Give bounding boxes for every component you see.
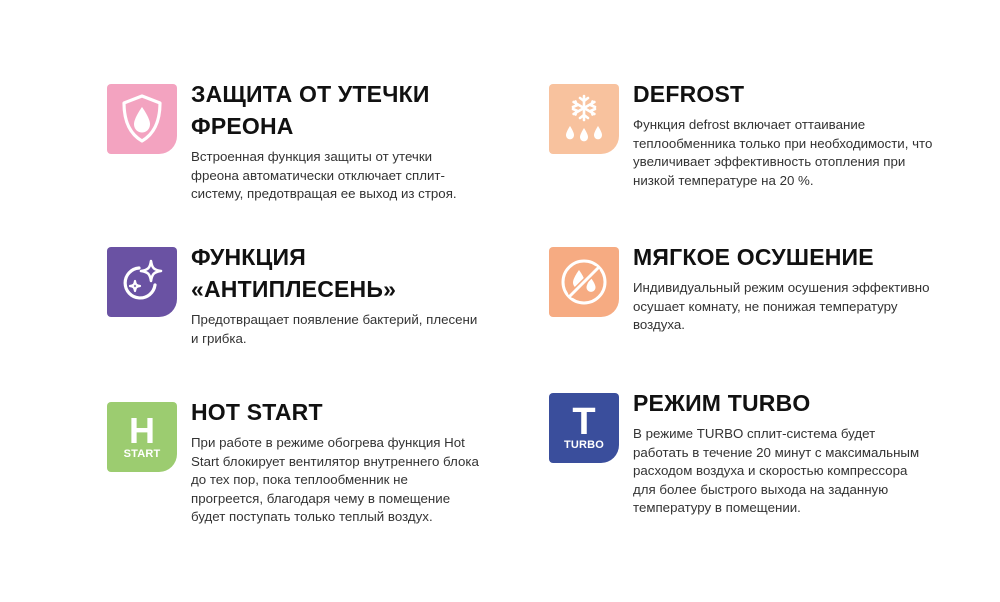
feature-description: В режиме TURBO сплит-система будет работать в течение 20 минут с максимальным расходом воздуха и скоростью компрессора для более быстрого выхода на заданную температуру в помещении.: [633, 426, 920, 515]
hot-start-icon: [107, 402, 177, 472]
droplet-shield-icon: [107, 84, 177, 154]
feature-title: РЕЖИМ TURBO: [633, 390, 811, 416]
feature-title: HOT START: [191, 399, 323, 425]
feature-description: Индивидуальный режим осушения эффективно осушает комнату, не понижая температуру воздуха.: [633, 280, 930, 332]
feature-title: ФУНКЦИЯ «АНТИПЛЕСЕНЬ»: [191, 244, 397, 302]
feature-description: Функция defrost включает оттаивание теплообменника только при необходимости, что увеличивает эффективность отопления при низкой температуре на 20 %.: [633, 117, 933, 188]
feature-description: Предотвращает появление бактерий, плесени и грибка.: [191, 312, 478, 346]
feature-description: При работе в режиме обогрева функция Hot Start блокирует вентилятор внутреннего блока до тех пор, пока теплообменник не прогреется, благодаря чему в помещение будет поступать только теплый воздух.: [191, 435, 479, 524]
snowflake-drops-icon: [549, 84, 619, 154]
feature-title: DEFROST: [633, 81, 745, 107]
turbo-icon-label: TURBO: [563, 439, 605, 451]
feature-title: МЯГКОЕ ОСУШЕНИЕ: [633, 244, 874, 270]
turbo-icon: [549, 393, 619, 463]
feature-description: Встроенная функция защиты от утечки фреона автоматически отключает сплит-систему, предотвращая ее выход из строя.: [191, 149, 457, 201]
crossed-drops-icon: [549, 247, 619, 317]
hot-start-icon-label: START: [123, 448, 161, 460]
turbo-icon-letter: T: [572, 401, 596, 443]
hot-start-icon-letter: H: [129, 410, 155, 451]
feature-title: ЗАЩИТА ОТ УТЕЧКИ ФРЕОНА: [191, 81, 430, 139]
sparkle-circle-icon: [107, 247, 177, 317]
